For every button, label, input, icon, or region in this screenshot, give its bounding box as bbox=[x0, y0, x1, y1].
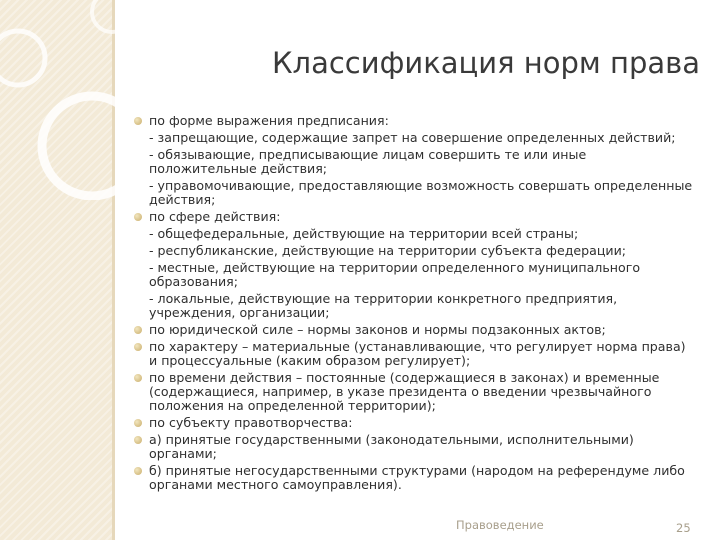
item-subline: - локальные, действующие на территории конкретного предприятия, учреждения, организации; bbox=[149, 291, 618, 320]
decorative-ring-large bbox=[42, 96, 142, 196]
classification-list bbox=[134, 114, 694, 495]
item-subline: - общефедеральные, действующие на территории всей страны; bbox=[149, 226, 579, 241]
slide-title: Классификация норм права bbox=[271, 46, 700, 80]
item-text: по характеру – материальные (устанавливающие, что регулирует норма права) и процессуальные (каким образом регулирует); bbox=[149, 339, 686, 368]
bullet-icon bbox=[134, 117, 142, 125]
item-heading: по форме выражения предписания: bbox=[149, 113, 389, 128]
bullet-icon bbox=[134, 467, 142, 475]
bullet-icon bbox=[134, 419, 142, 427]
list-item bbox=[134, 340, 694, 368]
bullet-icon bbox=[134, 374, 142, 382]
bullet-icon bbox=[134, 436, 142, 444]
list-item bbox=[134, 210, 694, 320]
item-text: по субъекту правотворчества: bbox=[149, 415, 353, 430]
item-text: по времени действия – постоянные (содержащиеся в законах) и временные (содержащиеся, например, в указе президента о введении чрезвычайного положения на определенной территории); bbox=[149, 370, 660, 413]
bullet-icon bbox=[134, 326, 142, 334]
item-subline: - запрещающие, содержащие запрет на совершение определенных действий; bbox=[149, 130, 676, 145]
item-text: по юридической силе – нормы законов и нормы подзаконных актов; bbox=[149, 322, 606, 337]
decorative-ring-top bbox=[92, 0, 132, 32]
item-text: б) принятые негосударственными структурами (народом на референдуме либо органами местного самоуправления). bbox=[149, 463, 685, 492]
list-item bbox=[134, 114, 694, 207]
bullet-icon bbox=[134, 343, 142, 351]
list-item bbox=[134, 416, 694, 430]
list-item bbox=[134, 464, 694, 492]
list-item bbox=[134, 371, 694, 413]
list-item bbox=[134, 433, 694, 461]
item-subline: - обязывающие, предписывающие лицам совершить те или иные положительные действия; bbox=[149, 147, 587, 176]
item-subline: - местные, действующие на территории определенного муниципального образования; bbox=[149, 260, 641, 289]
item-subline: - республиканские, действующие на территории субъекта федерации; bbox=[149, 243, 627, 258]
item-subline: - управомочивающие, предоставляющие возможность совершать определенные действия; bbox=[149, 178, 693, 207]
item-heading: по сфере действия: bbox=[149, 209, 281, 224]
page-number: 25 bbox=[676, 521, 691, 535]
decorative-ring-small bbox=[0, 31, 45, 85]
bullet-icon bbox=[134, 213, 142, 221]
item-text: а) принятые государственными (законодательными, исполнительными) органами; bbox=[149, 432, 634, 461]
list-item bbox=[134, 323, 694, 337]
footer-subject: Правоведение bbox=[456, 518, 544, 532]
